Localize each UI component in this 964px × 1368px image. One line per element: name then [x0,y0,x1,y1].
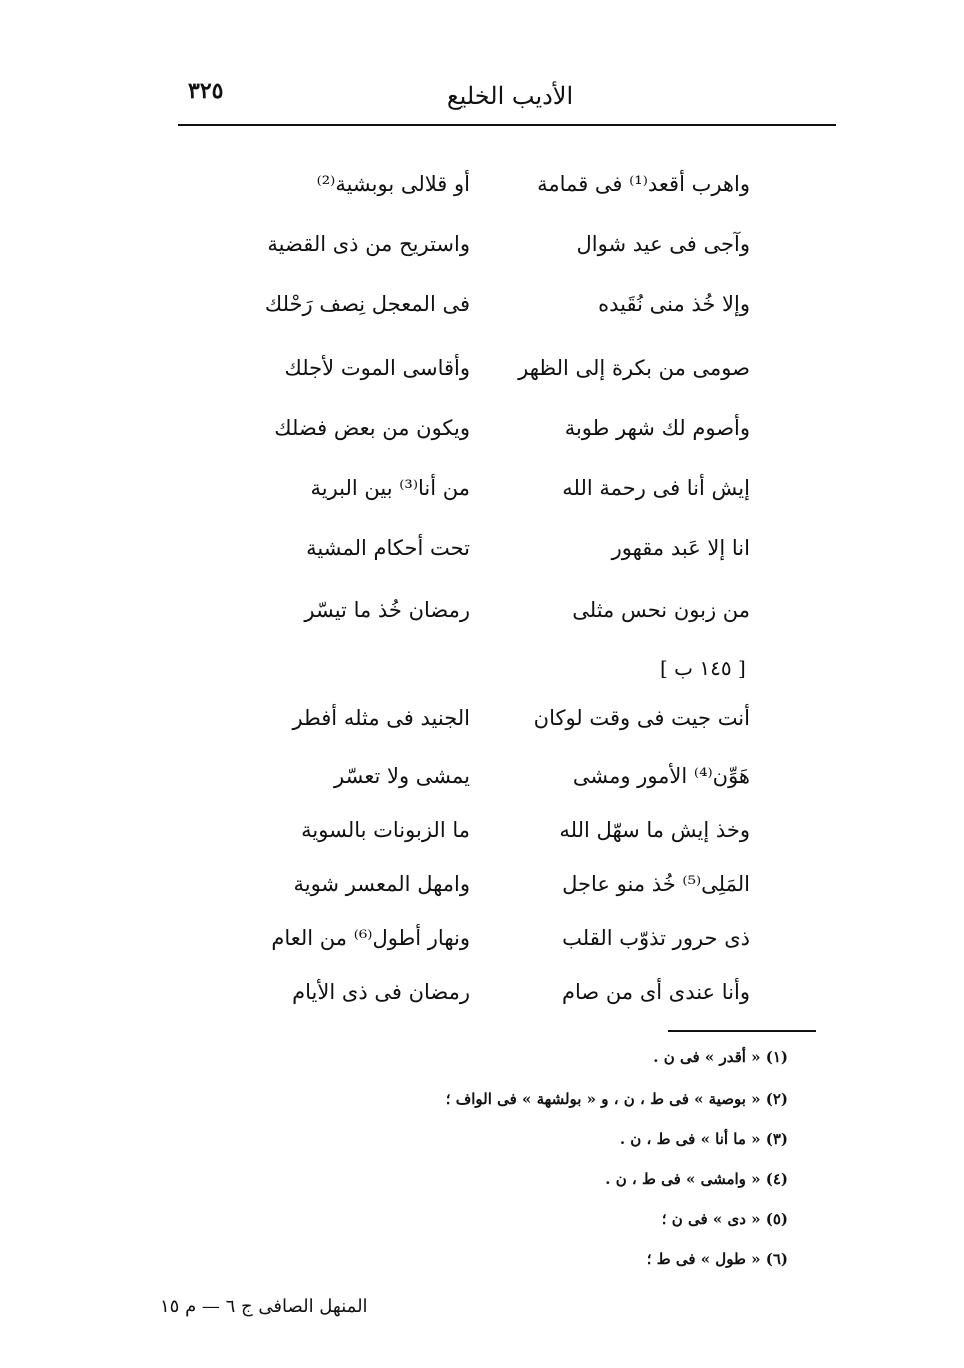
verse-first-hemistich: وأصوم لك شهر طوبة [564,416,750,440]
verse-line [230,694,770,742]
verse-second-hemistich: واستريح من ذى القضية [267,232,470,256]
footnote: (٤) « وامشى » فى ط ، ن . [605,1170,788,1188]
verse-first-hemistich: وخذ إيش ما سهّل الله [559,818,750,842]
verse-line [230,404,770,452]
verse-second-hemistich: ونهار أطول⁽⁶⁾ من العام [271,926,470,950]
verse-line [230,586,770,634]
verse-second-hemistich: فى المعجل نِصف رَحْلك [264,292,470,316]
verse-line [230,160,770,208]
verse-first-hemistich: إيش أنا فى رحمة الله [562,476,750,500]
verse-first-hemistich: هَوِّن⁽⁴⁾ الأمور ومشى [572,764,750,788]
footnote: (٢) « بوصية » فى ط ، ن ، و « بولشهة » فى الواف ؛ [445,1090,788,1108]
verse-line [230,524,770,572]
header-rule [178,124,836,126]
verse-line [230,220,770,268]
verse-second-hemistich: ويكون من بعض فضلك [274,416,470,440]
folio-marker: [ ١٤٥ ب ] [660,656,746,680]
verse-second-hemistich: ما الزبونات بالسوية [301,818,470,842]
footnote: (٥) « دى » فى ن ؛ [661,1210,788,1228]
signature-mark: المنهل الصافى ج ٦ — م ١٥ [160,1296,368,1317]
verse-second-hemistich: يمشى ولا تعسّر [334,764,470,788]
verse-second-hemistich: من أنا⁽³⁾ بين البرية [310,476,470,500]
verse-first-hemistich: المَلِى⁽⁵⁾ خُذ منو عاجل [562,872,750,896]
verse-first-hemistich: وأنا عندى أى من صام [562,980,750,1004]
verse-line [230,914,770,962]
verse-first-hemistich: من زبون نحس مثلى [572,598,750,622]
verse-first-hemistich: وآجى فى عيد شوال [576,232,750,256]
footnote: (٣) « ما أنا » فى ط ، ن . [619,1130,788,1148]
verse-second-hemistich: تحت أحكام المشية [306,536,470,560]
verse-first-hemistich: أنت جيت فى وقت لوكان [533,706,750,730]
verse-second-hemistich: رمضان خُذ ما تيسّر [304,598,470,622]
footnote: (١) « أقدر » فى ن . [653,1048,788,1066]
verse-second-hemistich: الجنيد فى مثله أفطر [292,706,470,730]
verse-line [230,280,770,328]
footnote-rule [668,1030,816,1032]
verse-second-hemistich: وامهل المعسر شوية [293,872,470,896]
verse-second-hemistich: وأقاسى الموت لأجلك [284,356,470,380]
verse-line [230,752,770,800]
verse-first-hemistich: واهرب أقعد⁽¹⁾ فى قمامة [537,172,750,196]
page-number: ٣٢٥ [188,78,224,104]
footnote: (٦) « طول » فى ط ؛ [646,1250,788,1268]
verse-first-hemistich: انا إلا عَبد مقهور [611,536,750,560]
verse-second-hemistich: أو قلالى بوبشية⁽²⁾ [316,172,470,196]
running-title: الأديب الخليع [446,82,574,110]
verse-line [230,344,770,392]
verse-first-hemistich: وإلا خُذ منى نُقَيده [598,292,750,316]
verse-first-hemistich: صومى من بكرة إلى الظهر [518,356,750,380]
verse-line [230,968,770,1016]
verse-line [230,464,770,512]
verse-line [230,806,770,854]
verse-second-hemistich: رمضان فى ذى الأيام [292,980,470,1004]
verse-first-hemistich: ذى حرور تذوّب القلب [562,926,750,950]
verse-line [230,860,770,908]
